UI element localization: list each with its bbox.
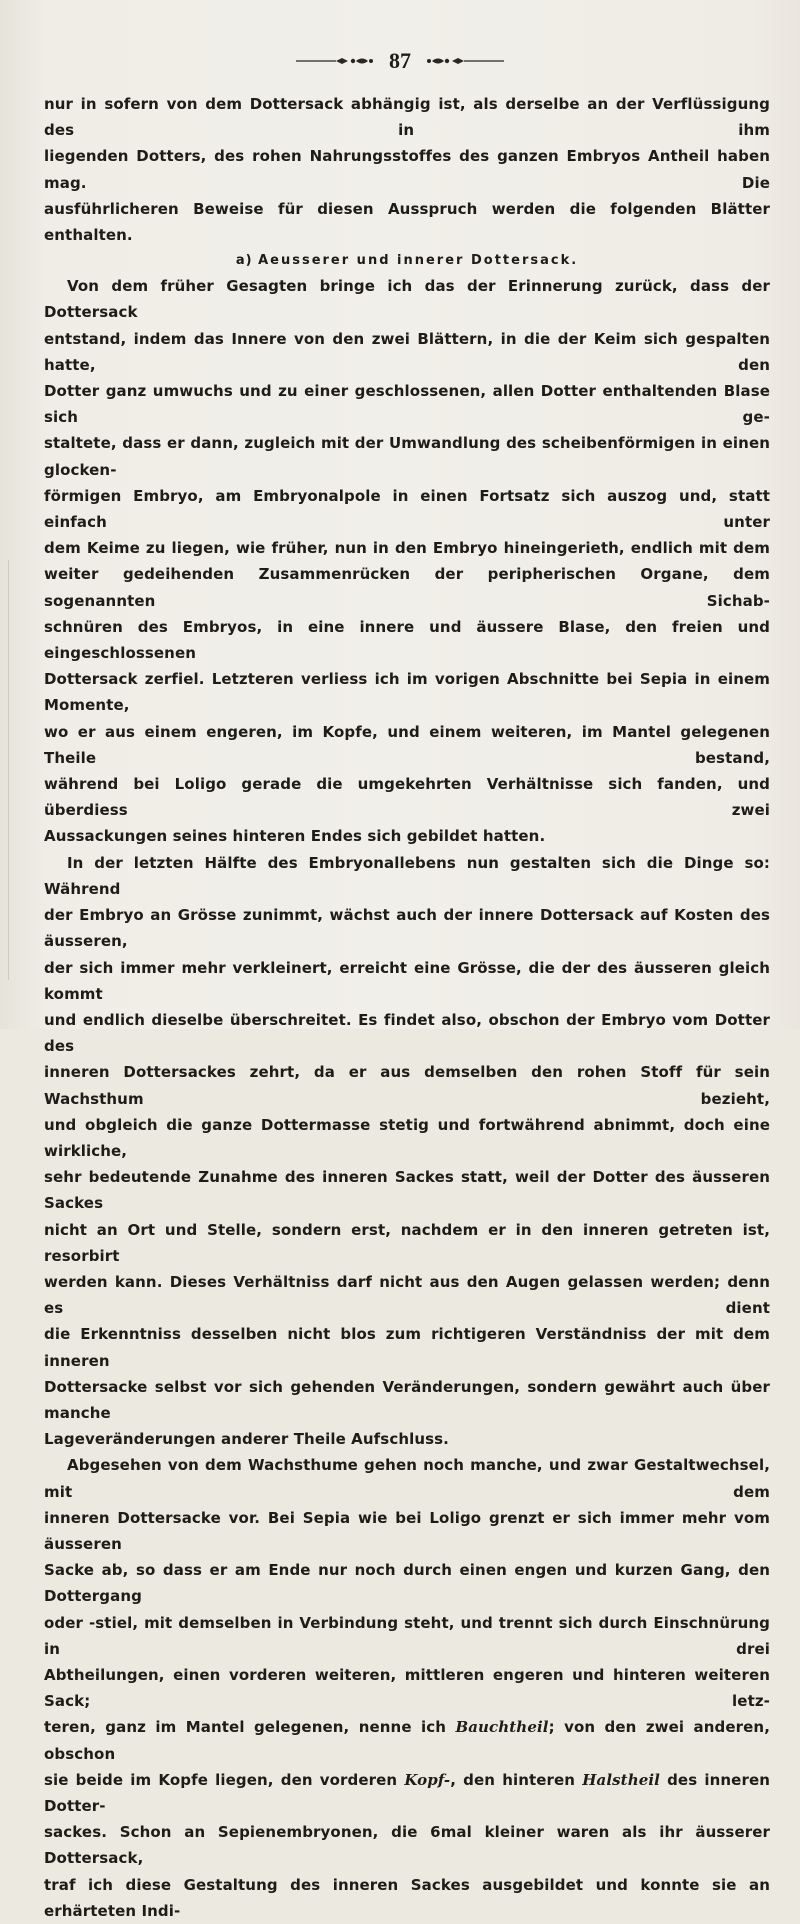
section-heading-prefix: a) bbox=[235, 253, 253, 269]
text-run: ; von den zwei anderen, obschon bbox=[44, 1718, 770, 1763]
italic-term: Halstheil bbox=[582, 1770, 660, 1789]
text-line: nicht an Ort und Stelle, sondern erst, nachdem er in den inneren getreten ist, resorbirt bbox=[44, 1220, 770, 1265]
text-line: nur in sofern von dem Dottersack abhängig ist, als derselbe an der Verflüssigung des in ihm bbox=[44, 95, 770, 140]
section-heading-title: Aeusserer und innerer Dottersack. bbox=[258, 253, 579, 269]
text-line: ausführlicheren Beweise für diesen Ausspruch werden die folgenden Blätter enthalten. bbox=[44, 199, 770, 245]
text-run: sie beide im Kopfe liegen, den vorderen bbox=[44, 1770, 405, 1789]
paragraph-3 bbox=[44, 850, 770, 1453]
text-line: Dottersack zerfiel. Letzteren verliess ich im vorigen Abschnitte bei Sepia in einem Momente, bbox=[44, 670, 770, 715]
text-line: schnüren des Embryos, in eine innere und äussere Blase, den freien und eingeschlossenen bbox=[44, 617, 770, 663]
text-run: , den hinteren bbox=[450, 1770, 583, 1789]
text-line: sackes. Schon an Sepienembryonen, die 6mal kleiner waren als ihr äusserer Dottersack, bbox=[44, 1823, 770, 1868]
text-line: und obgleich die ganze Dottermasse stetig und fortwährend abnimmt, doch eine wirkliche, bbox=[44, 1115, 770, 1160]
text-line: liegenden Dotters, des rohen Nahrungsstoffes des ganzen Embryos Antheil haben mag. Die bbox=[44, 147, 770, 192]
text-line: wo er aus einem engeren, im Kopfe, und einem weiteren, im Mantel gelegenen Theile bestand, bbox=[44, 722, 770, 767]
text-line: Aussackungen seines hinteren Endes sich gebildet hatten. bbox=[44, 827, 546, 846]
page-number: 87 bbox=[389, 48, 411, 73]
paragraph-4 bbox=[44, 1452, 770, 1924]
text-line: Abtheilungen, einen vorderen weiteren, mittleren engeren und hinteren weiteren Sack; letz- bbox=[44, 1665, 770, 1711]
text-line: während bei Loligo gerade die umgekehrten Verhältnisse sich fanden, und überdiess zwei bbox=[44, 775, 770, 820]
text-line bbox=[44, 1714, 770, 1766]
paragraph-1 bbox=[44, 91, 770, 248]
page-header bbox=[0, 49, 800, 73]
text-line bbox=[44, 1767, 770, 1819]
text-line: entstand, indem das Innere von den zwei Blättern, in die der Keim sich gespalten hatte, den bbox=[44, 329, 770, 374]
section-heading bbox=[44, 248, 770, 273]
text-line: förmigen Embryo, am Embryonalpole in einen Fortsatz sich auszog und, statt einfach unter bbox=[44, 486, 770, 532]
text-run: teren, ganz im bbox=[44, 1718, 177, 1737]
text-line: dem Keime zu liegen, wie früher, nun in den Embryo hineingerieth, endlich mit dem bbox=[44, 539, 770, 558]
right-ornament-icon bbox=[426, 56, 504, 66]
text-line: oder -stiel, mit demselben in Verbindung steht, und trennt sich durch Einschnürung in drei bbox=[44, 1613, 770, 1658]
text-line: Von dem früher Gesagten bringe ich das der Erinnerung zurück, dass der Dottersack bbox=[44, 277, 770, 322]
text-line: sehr bedeutende Zunahme des inneren Sackes statt, weil der Dotter des äusseren Sackes bbox=[44, 1168, 770, 1213]
italic-term: Kopf- bbox=[404, 1770, 451, 1789]
page-edge-shadow bbox=[8, 560, 9, 980]
body-text bbox=[44, 91, 770, 1924]
text-line: inneren Dottersacke vor. Bei Sepia wie bei Loligo grenzt er sich immer mehr vom äusseren bbox=[44, 1508, 770, 1553]
text-line: der Embryo an Grösse zunimmt, wächst auch der innere Dottersack auf Kosten des äusseren, bbox=[44, 906, 770, 951]
text-line: Dotter ganz umwuchs und zu einer geschlossenen, allen Dotter enthaltenden Blase sich ge- bbox=[44, 382, 770, 427]
text-line: Sacke ab, so dass er am Ende nur noch durch einen engen und kurzen Gang, den Dottergang bbox=[44, 1561, 770, 1606]
text-line: weiter gedeihenden Zusammenrücken der peripherischen Organe, dem sogenannten Sichab- bbox=[44, 565, 770, 610]
text-run: des inneren Dotter- bbox=[44, 1770, 771, 1815]
text-line: und endlich dieselbe überschreitet. Es findet also, obschon der Embryo vom Dotter des bbox=[44, 1010, 770, 1056]
text-line: werden kann. Dieses Verhältniss darf nicht aus den Augen gelassen werden; denn es dient bbox=[44, 1272, 770, 1318]
text-line: Dottersacke selbst vor sich gehenden Veränderungen, sondern gewährt auch über manche bbox=[44, 1377, 770, 1422]
text-line: traf ich diese Gestaltung des inneren Sackes ausgebildet und konnte sie an erhärteten Indi- bbox=[44, 1875, 770, 1920]
text-line: In der letzten Hälfte des Embryonallebens nun gestalten sich die Dinge so: Während bbox=[44, 853, 770, 898]
text-line: der sich immer mehr verkleinert, erreicht eine Grösse, die der des äusseren gleich kommt bbox=[44, 958, 770, 1003]
left-ornament-icon bbox=[296, 56, 374, 66]
text-line: inneren Dottersackes zehrt, da er aus demselben den rohen Stoff für sein Wachsthum bezieht, bbox=[44, 1063, 770, 1108]
text-line: Abgesehen von dem Wachsthume gehen noch manche, und zwar Gestaltwechsel, mit dem bbox=[44, 1456, 770, 1501]
text-run: Mantel gelegenen, nenne ich bbox=[176, 1718, 456, 1737]
text-line: Lageveränderungen anderer Theile Aufschluss. bbox=[44, 1430, 449, 1449]
italic-term: Bauchtheil bbox=[455, 1718, 549, 1737]
text-line: staltete, dass er dann, zugleich mit der Umwandlung des scheibenförmigen in einen glocken- bbox=[44, 434, 770, 479]
text-line: die Erkenntniss desselben nicht blos zum richtigeren Verständniss der mit dem inneren bbox=[44, 1325, 770, 1370]
paragraph-2 bbox=[44, 273, 770, 849]
